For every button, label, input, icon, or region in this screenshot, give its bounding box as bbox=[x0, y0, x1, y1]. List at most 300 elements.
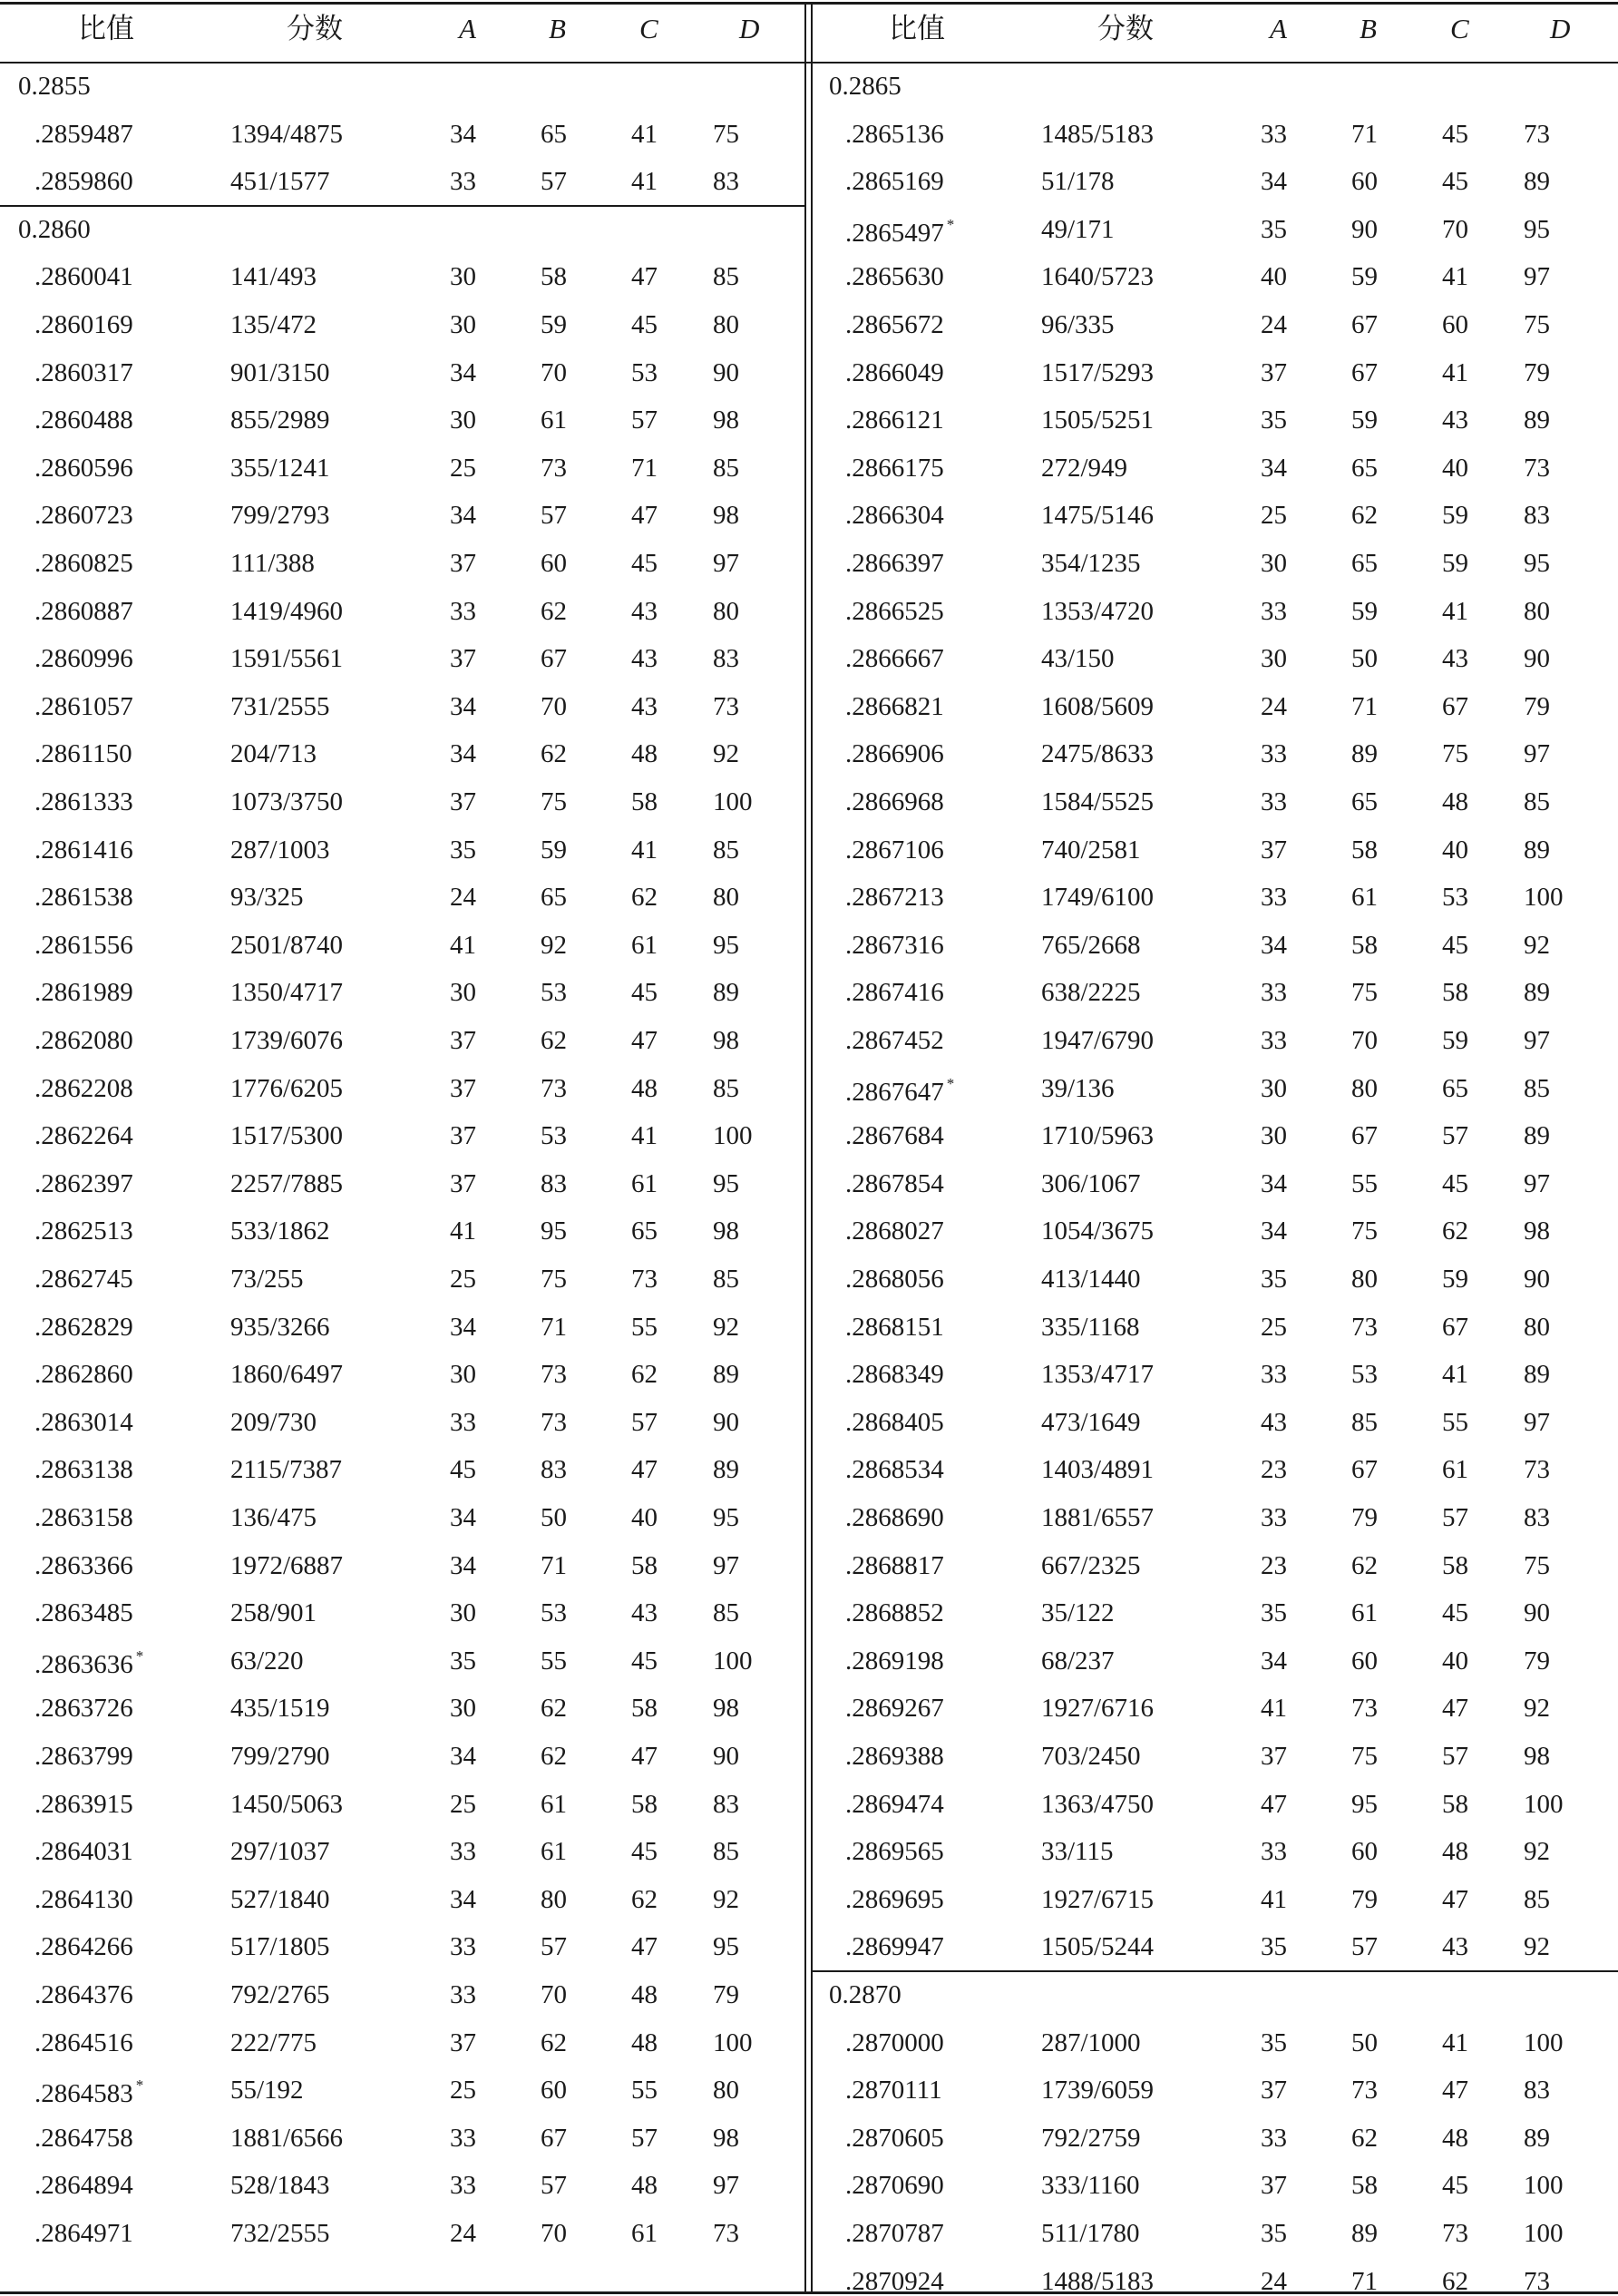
a-value: 41 bbox=[450, 931, 476, 960]
a-value: 30 bbox=[450, 1694, 476, 1723]
ratio-value: .2868405 bbox=[845, 1408, 944, 1437]
b-value: 62 bbox=[541, 1742, 567, 1771]
a-value: 30 bbox=[450, 262, 476, 291]
d-value: 100 bbox=[713, 1646, 753, 1676]
asterisk-mark: * bbox=[135, 1647, 144, 1665]
fraction-value: 517/1805 bbox=[230, 1932, 330, 1961]
ratio-value: .2867684 bbox=[845, 1121, 944, 1150]
a-value: 37 bbox=[450, 1169, 476, 1198]
a-value: 30 bbox=[450, 310, 476, 339]
ratio-value: .2860825 bbox=[34, 549, 133, 578]
c-value: 70 bbox=[1442, 215, 1468, 244]
a-value: 37 bbox=[1261, 2171, 1287, 2200]
c-value: 58 bbox=[631, 1790, 658, 1819]
b-value: 73 bbox=[1351, 1694, 1378, 1723]
fraction-value: 1881/6557 bbox=[1041, 1503, 1155, 1532]
asterisk-mark: * bbox=[946, 1075, 955, 1092]
a-value: 24 bbox=[1261, 692, 1287, 721]
fraction-value: 1488/5183 bbox=[1041, 2267, 1155, 2296]
fraction-value: 1640/5723 bbox=[1041, 262, 1155, 291]
b-value: 62 bbox=[1351, 2124, 1378, 2153]
fraction-value: 55/192 bbox=[230, 2076, 304, 2105]
c-value: 60 bbox=[1442, 310, 1468, 339]
b-value: 70 bbox=[541, 2219, 567, 2248]
a-value: 25 bbox=[1261, 501, 1287, 530]
ratio-value: .2870690 bbox=[845, 2171, 944, 2200]
d-value: 97 bbox=[1524, 1169, 1550, 1198]
d-value: 92 bbox=[1524, 1694, 1550, 1723]
c-value: 62 bbox=[631, 883, 658, 912]
fraction-value: 49/171 bbox=[1041, 215, 1115, 244]
b-value: 61 bbox=[541, 1790, 567, 1819]
c-value: 58 bbox=[631, 1551, 658, 1580]
ratio-value: .2866304 bbox=[845, 501, 944, 530]
a-value: 30 bbox=[450, 978, 476, 1007]
a-value: 24 bbox=[1261, 310, 1287, 339]
d-value: 85 bbox=[1524, 787, 1550, 816]
b-value: 59 bbox=[1351, 597, 1378, 626]
a-value: 34 bbox=[450, 120, 476, 149]
c-value: 48 bbox=[1442, 2124, 1468, 2153]
a-value: 34 bbox=[450, 692, 476, 721]
c-value: 59 bbox=[1442, 1265, 1468, 1294]
b-value: 67 bbox=[1351, 358, 1378, 387]
d-value: 79 bbox=[1524, 358, 1550, 387]
ratio-value: .2859860 bbox=[34, 167, 133, 196]
d-value: 100 bbox=[713, 2028, 753, 2057]
b-value: 61 bbox=[541, 1837, 567, 1866]
a-value: 35 bbox=[1261, 405, 1287, 435]
d-value: 89 bbox=[1524, 167, 1550, 196]
b-value: 60 bbox=[1351, 1646, 1378, 1676]
b-value: 75 bbox=[1351, 1742, 1378, 1771]
a-value: 41 bbox=[450, 1216, 476, 1246]
b-value: 73 bbox=[541, 1408, 567, 1437]
d-value: 92 bbox=[713, 1313, 739, 1342]
ratio-value: .2862513 bbox=[34, 1216, 133, 1246]
fraction-value: 1776/6205 bbox=[230, 1074, 344, 1103]
c-value: 41 bbox=[1442, 358, 1468, 387]
b-value: 67 bbox=[541, 644, 567, 673]
b-value: 80 bbox=[1351, 1265, 1378, 1294]
fraction-value: 258/901 bbox=[230, 1598, 317, 1627]
b-value: 61 bbox=[1351, 1598, 1378, 1627]
a-value: 30 bbox=[1261, 1074, 1287, 1103]
a-value: 33 bbox=[1261, 1360, 1287, 1389]
c-value: 43 bbox=[631, 1598, 658, 1627]
a-value: 35 bbox=[1261, 1932, 1287, 1961]
d-value: 83 bbox=[1524, 1503, 1550, 1532]
c-value: 40 bbox=[631, 1503, 658, 1532]
fraction-value: 901/3150 bbox=[230, 358, 330, 387]
fraction-value: 222/775 bbox=[230, 2028, 317, 2057]
d-value: 97 bbox=[1524, 739, 1550, 768]
a-value: 33 bbox=[1261, 883, 1287, 912]
ratio-value: .2862208 bbox=[34, 1074, 133, 1103]
d-value: 85 bbox=[713, 1074, 739, 1103]
ratio-value: .2861538 bbox=[34, 883, 133, 912]
fraction-value: 287/1003 bbox=[230, 835, 330, 865]
b-value: 70 bbox=[541, 692, 567, 721]
ratio-value: .2864376 bbox=[34, 1980, 133, 2009]
ratio-value: .2868534 bbox=[845, 1455, 944, 1484]
a-value: 34 bbox=[1261, 167, 1287, 196]
a-value: 33 bbox=[450, 597, 476, 626]
a-value: 37 bbox=[450, 644, 476, 673]
d-value: 85 bbox=[1524, 1885, 1550, 1914]
fraction-value: 2257/7885 bbox=[230, 1169, 344, 1198]
fraction-value: 1927/6716 bbox=[1041, 1694, 1155, 1723]
b-value: 65 bbox=[541, 883, 567, 912]
ratio-value: .2865169 bbox=[845, 167, 944, 196]
c-value: 57 bbox=[1442, 1503, 1468, 1532]
fraction-value: 935/3266 bbox=[230, 1313, 330, 1342]
b-value: 79 bbox=[1351, 1503, 1378, 1532]
b-value: 53 bbox=[541, 978, 567, 1007]
c-value: 41 bbox=[1442, 1360, 1468, 1389]
fraction-value: 209/730 bbox=[230, 1408, 317, 1437]
fraction-value: 272/949 bbox=[1041, 454, 1128, 483]
d-value: 73 bbox=[713, 2219, 739, 2248]
fraction-value: 1353/4717 bbox=[1041, 1360, 1155, 1389]
fraction-value: 1749/6100 bbox=[1041, 883, 1155, 912]
group-label: 0.2870 bbox=[829, 1980, 902, 2009]
d-value: 80 bbox=[1524, 597, 1550, 626]
fraction-value: 93/325 bbox=[230, 883, 304, 912]
d-value: 92 bbox=[713, 1885, 739, 1914]
c-value: 43 bbox=[1442, 1932, 1468, 1961]
d-value: 75 bbox=[1524, 310, 1550, 339]
fraction-value: 35/122 bbox=[1041, 1598, 1115, 1627]
b-value: 57 bbox=[541, 501, 567, 530]
c-value: 43 bbox=[1442, 644, 1468, 673]
ratio-value: .2863014 bbox=[34, 1408, 133, 1437]
b-value: 65 bbox=[1351, 549, 1378, 578]
b-value: 70 bbox=[1351, 1026, 1378, 1055]
d-value: 85 bbox=[713, 1598, 739, 1627]
b-value: 50 bbox=[541, 1503, 567, 1532]
b-value: 60 bbox=[1351, 167, 1378, 196]
c-value: 59 bbox=[1442, 501, 1468, 530]
d-value: 89 bbox=[713, 978, 739, 1007]
b-value: 58 bbox=[1351, 835, 1378, 865]
b-value: 67 bbox=[1351, 310, 1378, 339]
d-value: 89 bbox=[1524, 1121, 1550, 1150]
ratio-value: .2870000 bbox=[845, 2028, 944, 2057]
b-value: 75 bbox=[541, 1265, 567, 1294]
a-value: 33 bbox=[450, 2124, 476, 2153]
d-value: 89 bbox=[1524, 978, 1550, 1007]
d-value: 83 bbox=[1524, 2076, 1550, 2105]
d-value: 73 bbox=[1524, 120, 1550, 149]
fraction-value: 451/1577 bbox=[230, 167, 330, 196]
ratio-value: .2867106 bbox=[845, 835, 944, 865]
a-value: 37 bbox=[1261, 1742, 1287, 1771]
d-value: 98 bbox=[713, 1694, 739, 1723]
fraction-value: 511/1780 bbox=[1041, 2219, 1140, 2248]
a-value: 25 bbox=[450, 454, 476, 483]
ratio-value: .2866906 bbox=[845, 739, 944, 768]
ratio-value: .2863799 bbox=[34, 1742, 133, 1771]
a-value: 30 bbox=[1261, 1121, 1287, 1150]
b-value: 67 bbox=[1351, 1121, 1378, 1150]
b-value: 65 bbox=[1351, 454, 1378, 483]
a-value: 24 bbox=[450, 883, 476, 912]
a-value: 35 bbox=[450, 1646, 476, 1676]
ratio-value: .2863915 bbox=[34, 1790, 133, 1819]
fraction-value: 2501/8740 bbox=[230, 931, 344, 960]
a-value: 33 bbox=[450, 1408, 476, 1437]
d-value: 100 bbox=[713, 1121, 753, 1150]
ratio-value: .2864971 bbox=[34, 2219, 133, 2248]
fraction-value: 354/1235 bbox=[1041, 549, 1141, 578]
b-value: 73 bbox=[1351, 1313, 1378, 1342]
fraction-value: 335/1168 bbox=[1041, 1313, 1140, 1342]
a-value: 33 bbox=[450, 2171, 476, 2200]
c-value: 41 bbox=[631, 120, 658, 149]
a-value: 33 bbox=[1261, 1503, 1287, 1532]
fraction-value: 96/335 bbox=[1041, 310, 1115, 339]
ratio-value: .2866525 bbox=[845, 597, 944, 626]
d-value: 100 bbox=[1524, 2171, 1564, 2200]
d-value: 75 bbox=[713, 120, 739, 149]
ratio-value: .2864583 * bbox=[34, 2076, 144, 2108]
a-value: 34 bbox=[450, 1551, 476, 1580]
a-value: 25 bbox=[450, 1790, 476, 1819]
fraction-value: 1947/6790 bbox=[1041, 1026, 1155, 1055]
ratio-value: .2868056 bbox=[845, 1265, 944, 1294]
fraction-value: 1363/4750 bbox=[1041, 1790, 1155, 1819]
fraction-value: 533/1862 bbox=[230, 1216, 330, 1246]
c-value: 53 bbox=[1442, 883, 1468, 912]
c-value: 67 bbox=[1442, 692, 1468, 721]
c-value: 41 bbox=[1442, 2028, 1468, 2057]
a-value: 37 bbox=[450, 1121, 476, 1150]
a-value: 41 bbox=[1261, 1885, 1287, 1914]
b-value: 60 bbox=[1351, 1837, 1378, 1866]
c-value: 48 bbox=[1442, 787, 1468, 816]
fraction-value: 1403/4891 bbox=[1041, 1455, 1155, 1484]
fraction-value: 638/2225 bbox=[1041, 978, 1141, 1007]
ratio-value: .2868027 bbox=[845, 1216, 944, 1246]
ratio-value: .2866397 bbox=[845, 549, 944, 578]
a-value: 34 bbox=[450, 1885, 476, 1914]
ratio-value: .2868852 bbox=[845, 1598, 944, 1627]
ratio-value: .2860723 bbox=[34, 501, 133, 530]
d-value: 73 bbox=[1524, 1455, 1550, 1484]
c-value: 59 bbox=[1442, 549, 1468, 578]
fraction-value: 740/2581 bbox=[1041, 835, 1141, 865]
b-value: 70 bbox=[541, 1980, 567, 2009]
d-value: 100 bbox=[713, 787, 753, 816]
a-value: 37 bbox=[450, 1026, 476, 1055]
c-value: 57 bbox=[631, 405, 658, 435]
d-value: 95 bbox=[713, 1169, 739, 1198]
a-value: 37 bbox=[1261, 835, 1287, 865]
fraction-value: 43/150 bbox=[1041, 644, 1115, 673]
d-value: 92 bbox=[1524, 1932, 1550, 1961]
b-value: 95 bbox=[541, 1216, 567, 1246]
ratio-value: .2866049 bbox=[845, 358, 944, 387]
fraction-value: 63/220 bbox=[230, 1646, 304, 1676]
c-value: 45 bbox=[631, 310, 658, 339]
b-value: 62 bbox=[541, 1026, 567, 1055]
ratio-value: .2863366 bbox=[34, 1551, 133, 1580]
ratio-value: .2860169 bbox=[34, 310, 133, 339]
fraction-value: 1739/6076 bbox=[230, 1026, 344, 1055]
c-value: 73 bbox=[631, 1265, 658, 1294]
ratio-value: .2860317 bbox=[34, 358, 133, 387]
d-value: 80 bbox=[1524, 1313, 1550, 1342]
group-label: 0.2860 bbox=[18, 215, 91, 244]
d-value: 89 bbox=[713, 1455, 739, 1484]
fraction-value: 1054/3675 bbox=[1041, 1216, 1155, 1246]
ratio-value: .2869267 bbox=[845, 1694, 944, 1723]
b-value: 60 bbox=[541, 549, 567, 578]
c-value: 57 bbox=[1442, 1121, 1468, 1150]
fraction-value: 1485/5183 bbox=[1041, 120, 1155, 149]
d-value: 97 bbox=[1524, 1408, 1550, 1437]
a-value: 34 bbox=[450, 1503, 476, 1532]
c-value: 47 bbox=[631, 1932, 658, 1961]
a-value: 30 bbox=[1261, 549, 1287, 578]
fraction-value: 731/2555 bbox=[230, 692, 330, 721]
a-value: 33 bbox=[1261, 597, 1287, 626]
fraction-value: 1505/5244 bbox=[1041, 1932, 1155, 1961]
fraction-value: 799/2790 bbox=[230, 1742, 330, 1771]
d-value: 85 bbox=[713, 1265, 739, 1294]
c-value: 61 bbox=[631, 1169, 658, 1198]
a-value: 34 bbox=[450, 358, 476, 387]
fraction-value: 1608/5609 bbox=[1041, 692, 1155, 721]
ratio-value: .2861057 bbox=[34, 692, 133, 721]
b-value: 73 bbox=[541, 1074, 567, 1103]
c-value: 62 bbox=[1442, 1216, 1468, 1246]
fraction-value: 1860/6497 bbox=[230, 1360, 344, 1389]
d-value: 100 bbox=[1524, 1790, 1564, 1819]
c-value: 58 bbox=[1442, 978, 1468, 1007]
fraction-value: 39/136 bbox=[1041, 1074, 1115, 1103]
b-value: 73 bbox=[1351, 2076, 1378, 2105]
d-value: 73 bbox=[713, 692, 739, 721]
ratio-value: .2863158 bbox=[34, 1503, 133, 1532]
b-value: 80 bbox=[1351, 1074, 1378, 1103]
b-value: 59 bbox=[1351, 405, 1378, 435]
a-value: 30 bbox=[1261, 644, 1287, 673]
a-value: 45 bbox=[450, 1455, 476, 1484]
ratio-value: .2868690 bbox=[845, 1503, 944, 1532]
b-value: 90 bbox=[1351, 215, 1378, 244]
a-value: 33 bbox=[1261, 1026, 1287, 1055]
a-value: 33 bbox=[450, 1932, 476, 1961]
fraction-value: 792/2765 bbox=[230, 1980, 330, 2009]
d-value: 92 bbox=[713, 739, 739, 768]
fraction-value: 68/237 bbox=[1041, 1646, 1115, 1676]
c-value: 47 bbox=[631, 501, 658, 530]
header-d-right: D bbox=[1550, 13, 1571, 44]
b-value: 75 bbox=[1351, 1216, 1378, 1246]
ratio-value: .2866667 bbox=[845, 644, 944, 673]
b-value: 59 bbox=[541, 835, 567, 865]
c-value: 58 bbox=[631, 1694, 658, 1723]
c-value: 43 bbox=[1442, 405, 1468, 435]
ratio-value: .2867213 bbox=[845, 883, 944, 912]
c-value: 71 bbox=[631, 454, 658, 483]
ratio-value: .2869947 bbox=[845, 1932, 944, 1961]
c-value: 65 bbox=[1442, 1074, 1468, 1103]
d-value: 79 bbox=[713, 1980, 739, 2009]
ratio-value: .2863485 bbox=[34, 1598, 133, 1627]
a-value: 37 bbox=[450, 787, 476, 816]
ratio-value: .2867416 bbox=[845, 978, 944, 1007]
c-value: 45 bbox=[1442, 167, 1468, 196]
c-value: 45 bbox=[1442, 2171, 1468, 2200]
fraction-value: 287/1000 bbox=[1041, 2028, 1141, 2057]
b-value: 83 bbox=[541, 1169, 567, 1198]
d-value: 98 bbox=[1524, 1742, 1550, 1771]
b-value: 71 bbox=[541, 1551, 567, 1580]
header-fraction-right: 分数 bbox=[1097, 13, 1154, 44]
b-value: 75 bbox=[1351, 978, 1378, 1007]
fraction-value: 1517/5293 bbox=[1041, 358, 1155, 387]
b-value: 57 bbox=[1351, 1932, 1378, 1961]
a-value: 37 bbox=[1261, 358, 1287, 387]
c-value: 41 bbox=[631, 835, 658, 865]
a-value: 34 bbox=[450, 1742, 476, 1771]
fraction-value: 473/1649 bbox=[1041, 1408, 1141, 1437]
ratio-value: .2867647 * bbox=[845, 1075, 955, 1107]
c-value: 43 bbox=[631, 644, 658, 673]
a-value: 37 bbox=[450, 549, 476, 578]
b-value: 71 bbox=[541, 1313, 567, 1342]
a-value: 34 bbox=[450, 739, 476, 768]
d-value: 92 bbox=[1524, 1837, 1550, 1866]
c-value: 57 bbox=[631, 2124, 658, 2153]
a-value: 24 bbox=[450, 2219, 476, 2248]
c-value: 40 bbox=[1442, 454, 1468, 483]
c-value: 43 bbox=[631, 692, 658, 721]
fraction-value: 141/493 bbox=[230, 262, 317, 291]
d-value: 73 bbox=[1524, 454, 1550, 483]
ratio-value: .2868151 bbox=[845, 1313, 944, 1342]
fraction-value: 855/2989 bbox=[230, 405, 330, 435]
b-value: 58 bbox=[1351, 2171, 1378, 2200]
b-value: 62 bbox=[541, 2028, 567, 2057]
d-value: 85 bbox=[713, 835, 739, 865]
c-value: 58 bbox=[631, 787, 658, 816]
b-value: 62 bbox=[541, 1694, 567, 1723]
a-value: 34 bbox=[1261, 454, 1287, 483]
a-value: 34 bbox=[450, 1313, 476, 1342]
d-value: 89 bbox=[1524, 835, 1550, 865]
header-ratio-left: 比值 bbox=[78, 13, 134, 44]
ratio-value: .2860041 bbox=[34, 262, 133, 291]
ratio-value: .2865672 bbox=[845, 310, 944, 339]
a-value: 33 bbox=[1261, 1837, 1287, 1866]
fraction-value: 1972/6887 bbox=[230, 1551, 344, 1580]
b-value: 59 bbox=[1351, 262, 1378, 291]
d-value: 89 bbox=[713, 1360, 739, 1389]
fraction-value: 51/178 bbox=[1041, 167, 1115, 196]
b-value: 67 bbox=[1351, 1455, 1378, 1484]
a-value: 41 bbox=[1261, 1694, 1287, 1723]
a-value: 34 bbox=[1261, 931, 1287, 960]
ratio-value: .2866121 bbox=[845, 405, 944, 435]
c-value: 67 bbox=[1442, 1313, 1468, 1342]
d-value: 90 bbox=[713, 1742, 739, 1771]
c-value: 58 bbox=[1442, 1551, 1468, 1580]
header-ratio-right: 比值 bbox=[889, 13, 945, 44]
